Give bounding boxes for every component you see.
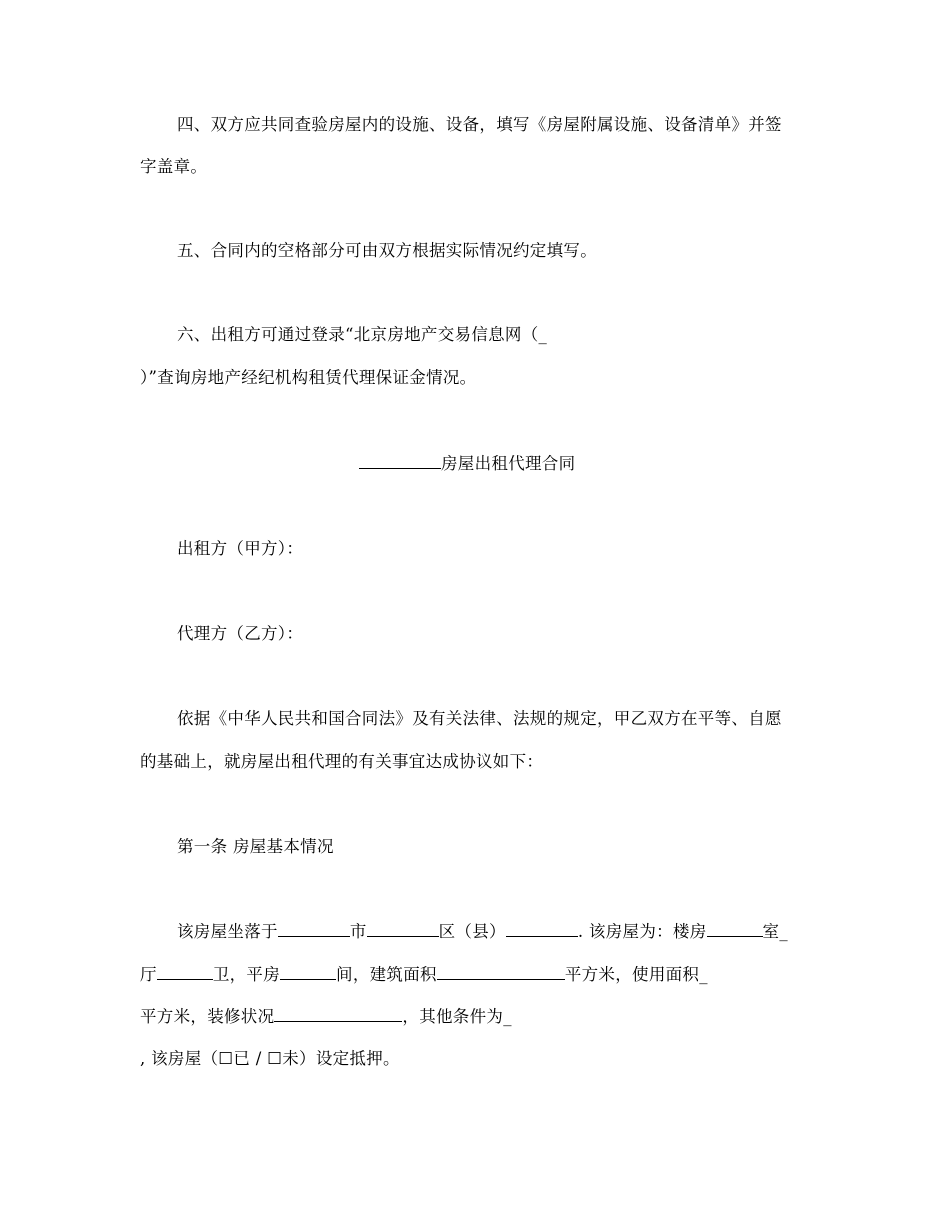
- article-1-heading: 第一条 房屋基本情况: [177, 837, 334, 856]
- contract-title: 房屋出租代理合同: [359, 453, 575, 475]
- floor-area-blank: [437, 964, 565, 980]
- basis-line-1: 依据《中华人民共和国合同法》及有关法律、法规的规定，甲乙双方在平等、自愿: [177, 709, 782, 728]
- title-blank: [359, 453, 441, 469]
- city-blank: [278, 921, 350, 937]
- decoration-blank: [274, 1006, 402, 1022]
- rooms-blank: [707, 921, 763, 937]
- house-info-line-1: 该房屋坐落于 市 区（县） . 该房屋为：楼房 室_: [177, 922, 788, 941]
- bungalow-blank: [280, 964, 336, 980]
- house-info-line-2: 厅 卫，平房 间，建筑面积 平方米，使用面积_: [140, 965, 708, 984]
- house-info-line-4: , 该房屋（☐已 / ☐未）设定抵押。: [140, 1049, 400, 1068]
- district-blank: [367, 921, 439, 937]
- clause-6-line-1: 六、出租方可通过登录“北京房地产交易信息网（_: [177, 325, 548, 344]
- party-a-label: 出租方（甲方）：: [177, 539, 304, 558]
- clause-4-line-1: 四、双方应共同查验房屋内的设施、设备，填写《房屋附属设施、设备清单》并签: [177, 115, 782, 134]
- clause-4-line-2: 字盖章。: [140, 157, 208, 176]
- basis-line-2: 的基础上，就房屋出租代理的有关事宜达成协议如下：: [140, 752, 544, 771]
- clause-5: 五、合同内的空格部分可由双方根据实际情况约定填写。: [177, 241, 597, 260]
- halls-blank: [157, 964, 213, 980]
- house-info-line-3: 平方米，装修状况 ，其他条件为_: [140, 1007, 512, 1026]
- party-b-label: 代理方（乙方）：: [177, 624, 304, 643]
- clause-6-line-2: ）”查询房地产经纪机构租赁代理保证金情况。: [140, 368, 477, 387]
- address-blank: [506, 921, 578, 937]
